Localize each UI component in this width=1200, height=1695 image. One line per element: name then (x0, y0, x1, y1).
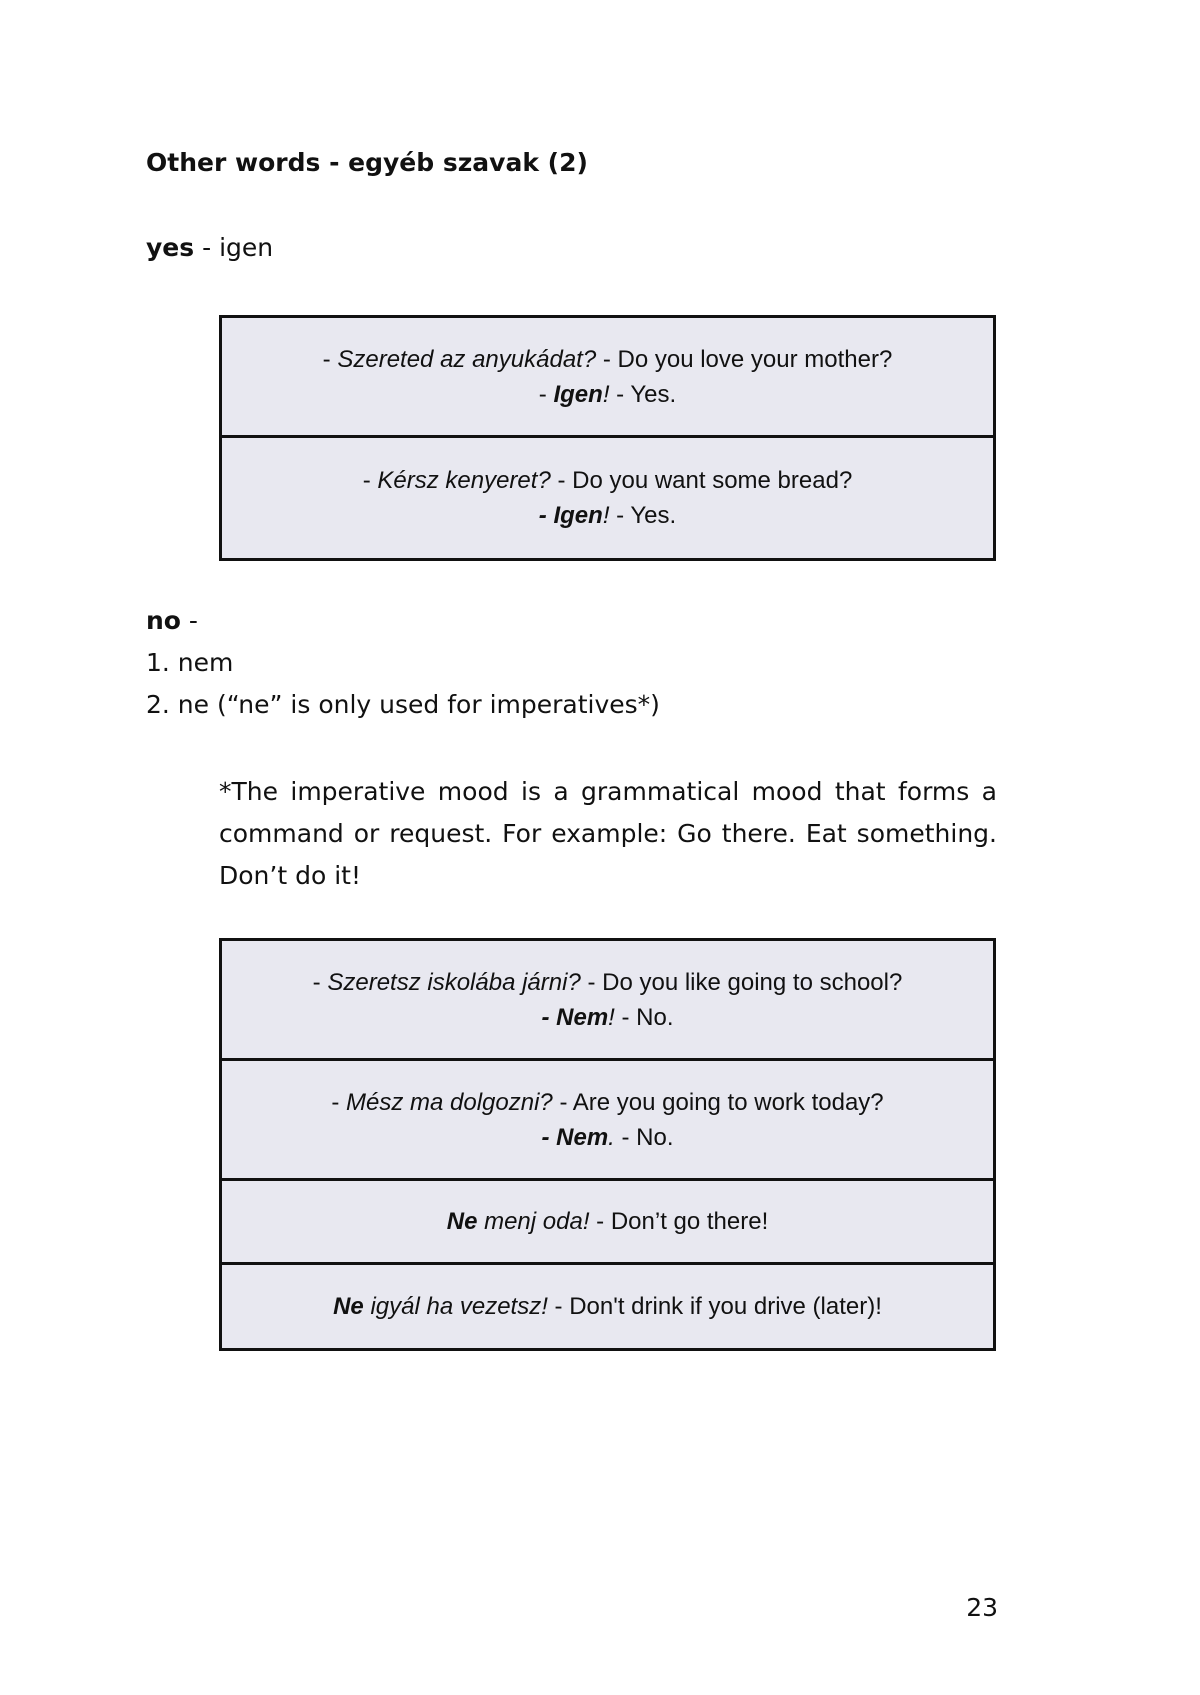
question-hungarian: Szereted az anyukádat? (337, 345, 597, 373)
answer-hungarian: Nem (556, 1123, 609, 1151)
question-hungarian: Mész ma dolgozni? (346, 1088, 553, 1116)
table-row (222, 1265, 993, 1348)
table-row (222, 438, 993, 558)
table-row (222, 318, 993, 438)
table-row (222, 941, 993, 1061)
imperative-example (447, 1204, 769, 1239)
example-question: - Szereted az anyukádat? - Do you love your mother? (322, 345, 893, 373)
yes-separator: - (194, 233, 220, 262)
answer-hungarian: Igen (553, 502, 603, 529)
ne-word: Ne (333, 1293, 364, 1320)
imperative-english: - Don’t go there! (589, 1208, 769, 1235)
imperative-english: - Don't drink if you drive (later)! (547, 1293, 882, 1320)
no-definition (146, 606, 198, 635)
question-english: - Do you like going to school? (580, 968, 903, 996)
yes-translation: igen (219, 233, 274, 262)
question-english: - Do you want some bread? (550, 467, 853, 494)
no-item-ne: 2. ne (“ne” is only used for imperatives*) (146, 690, 660, 719)
question-hungarian: Szeretsz iskolába járni? (327, 968, 581, 996)
no-separator: - (180, 606, 198, 635)
question-hungarian: Kérsz kenyeret? (377, 467, 551, 494)
imperative-hungarian: igyál ha vezetsz! (363, 1293, 548, 1320)
answer-hungarian: Igen (553, 380, 603, 408)
yes-definition (146, 233, 273, 262)
answer-english: - No. (614, 1123, 674, 1151)
example-answer: - Igen! - Yes. (538, 380, 677, 408)
imperative-footnote: *The imperative mood is a grammatical mood that forms a command or request. For example: Go there. Eat something. Don’t do it! (219, 777, 997, 890)
imperative-example (333, 1289, 882, 1324)
example-answer: - Nem! - No. (541, 1003, 674, 1031)
imperative-hungarian: menj oda! (477, 1208, 590, 1235)
page-number: 23 (966, 1593, 998, 1622)
example-answer: - Nem. - No. (541, 1123, 674, 1151)
answer-english: - Yes. (609, 380, 677, 408)
page-heading: Other words - egyéb szavak (2) (146, 148, 588, 177)
example-answer: - Igen! - Yes. (538, 502, 677, 529)
ne-word: Ne (446, 1208, 478, 1235)
answer-hungarian: Nem (556, 1003, 609, 1031)
example-question: - Szeretsz iskolába járni? - Do you like going to school? (312, 968, 903, 996)
yes-word: yes (146, 233, 195, 262)
no-item-nem: 1. nem (146, 648, 234, 677)
example-question: - Mész ma dolgozni? - Are you going to work today? (331, 1088, 884, 1116)
answer-english: - Yes. (609, 502, 677, 529)
table-row (222, 1061, 993, 1181)
answer-english: - No. (614, 1003, 674, 1031)
table-row (222, 1181, 993, 1265)
question-english: - Do you love your mother? (596, 345, 893, 373)
yes-examples-table (219, 315, 996, 561)
example-question: - Kérsz kenyeret? - Do you want some bread? (362, 467, 853, 494)
no-examples-table (219, 938, 996, 1351)
no-word: no (146, 606, 181, 635)
question-english: - Are you going to work today? (552, 1088, 884, 1116)
